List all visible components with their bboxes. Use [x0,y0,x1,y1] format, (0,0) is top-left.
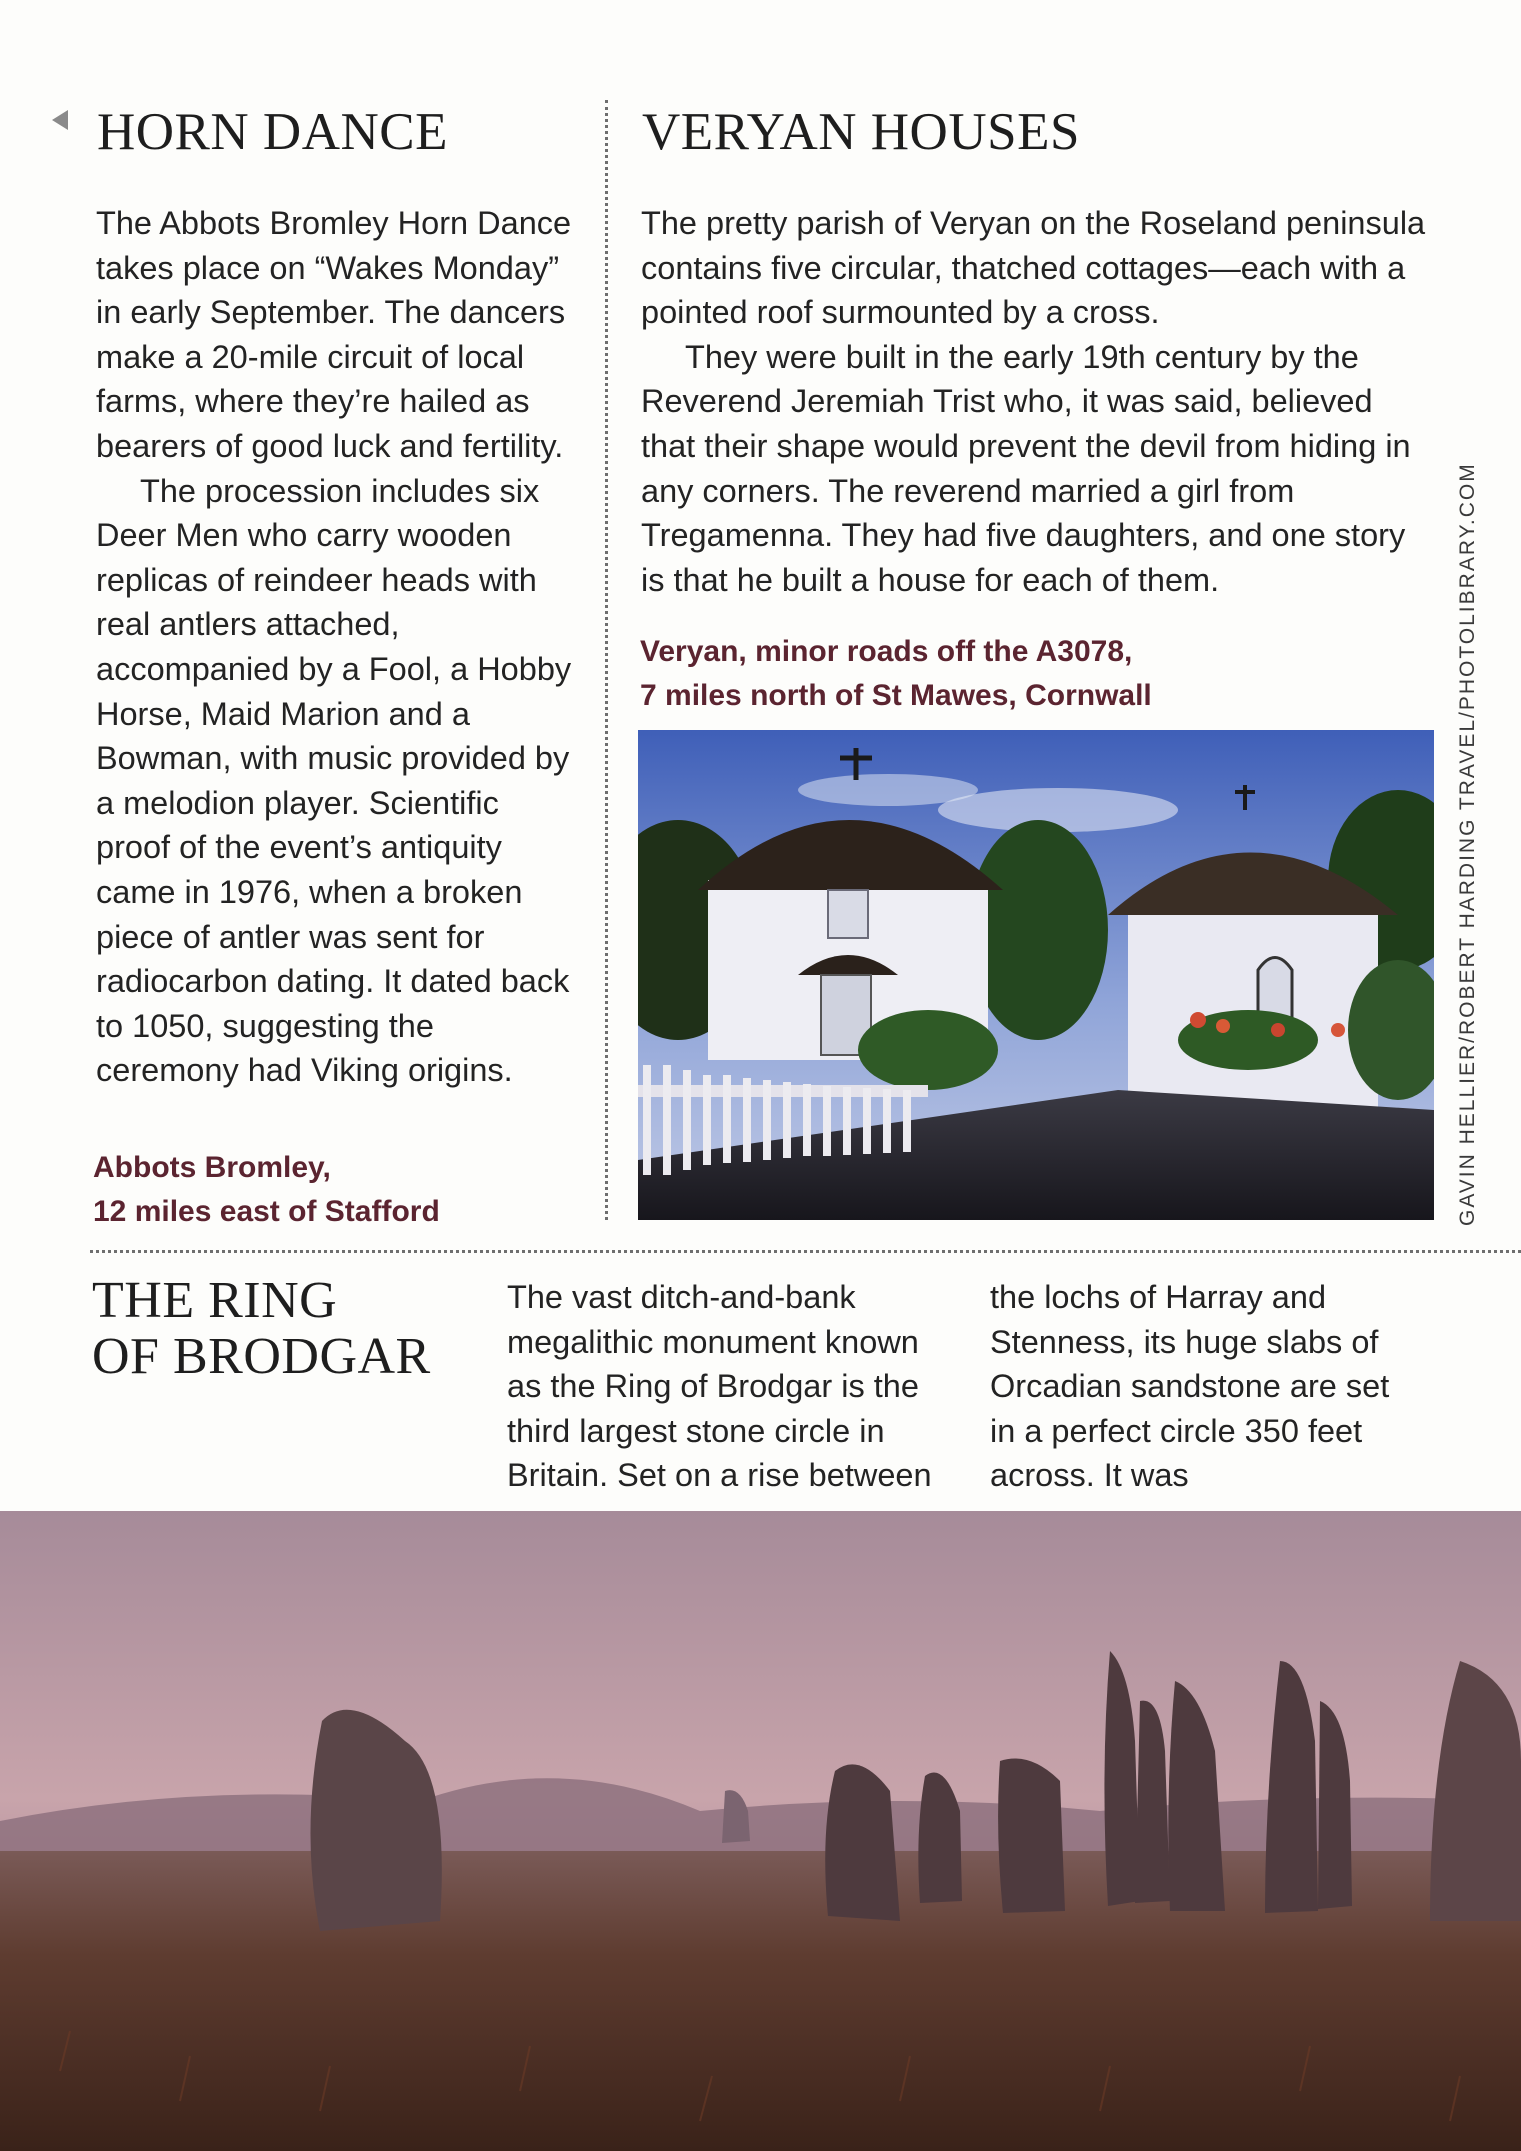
horn-dance-paragraph-1: The Abbots Bromley Horn Dance takes place on “Wakes Monday” in early September. The dancers make a 20-mile circuit of local farms, where they’re hailed as bearers of good luck and fertility. [96,205,572,464]
veryan-houses-title: VERYAN HOUSES [642,103,1080,161]
horn-dance-location [93,1146,440,1234]
horn-dance-location-line-2: 12 miles east of Stafford [93,1195,440,1228]
horn-dance-body [96,201,576,1093]
ring-column-1-text: The vast ditch-and-bank megalithic monument known as the Ring of Brodgar is the third largest stone circle in Britain. Set on a rise between [507,1279,932,1494]
ring-of-brodgar-title [92,1273,431,1385]
horn-dance-location-line-1: Abbots Bromley, [93,1151,331,1184]
column-divider [605,100,608,1220]
veryan-location-line-1: Veryan, minor roads off the A3078, [640,635,1133,668]
section-divider [90,1250,1521,1253]
veryan-cottages-photo [638,730,1434,1220]
horn-dance-paragraph-2: The procession includes six Deer Men who carry wooden replicas of reindeer heads with real antlers attached, accompanied by a Fool, a Hobby Horse, Maid Marion and a Bowman, with music provided by a melodion player. Scientific proof of the event’s antiquity came in 1976, when a broken piece of antler was sent for radiocarbon dating. It dated back to 1050, suggesting the ceremony had Viking origins. [96,472,572,1089]
veryan-paragraph-2: They were built in the early 19th century by the Reverend Jeremiah Trist who, it was said, believed that their shape would prevent the devil from hiding in any corners. The reverend married a girl from Tregamenna. They had five daughters, and one story is that he built a house for each of them. [641,338,1411,598]
ring-of-brodgar-title-line-1: THE RING [92,1272,338,1329]
ring-of-brodgar-title-line-2: OF BRODGAR [92,1328,431,1385]
veryan-location [640,630,1152,718]
veryan-paragraph-1: The pretty parish of Veryan on the Roseland peninsula contains five circular, thatched cottages—each with a pointed roof surmounted by a cross. [641,205,1426,331]
veryan-location-line-2: 7 miles north of St Mawes, Cornwall [640,679,1152,712]
ring-of-brodgar-column-2 [990,1275,1420,1498]
photo-credit: GAVIN HELLIER/ROBERT HARDING TRAVEL/PHOTOLIBRARY.COM [1456,462,1479,1226]
horn-dance-title: HORN DANCE [97,103,448,161]
ring-column-2-text: the lochs of Harray and Stenness, its huge slabs of Orcadian sandstone are set in a perfect circle 350 feet across. It was [990,1279,1390,1494]
ring-of-brodgar-column-1 [507,1275,959,1498]
veryan-houses-body [641,201,1427,602]
ring-of-brodgar-photo [0,1511,1521,2151]
previous-arrow-icon [52,110,68,130]
